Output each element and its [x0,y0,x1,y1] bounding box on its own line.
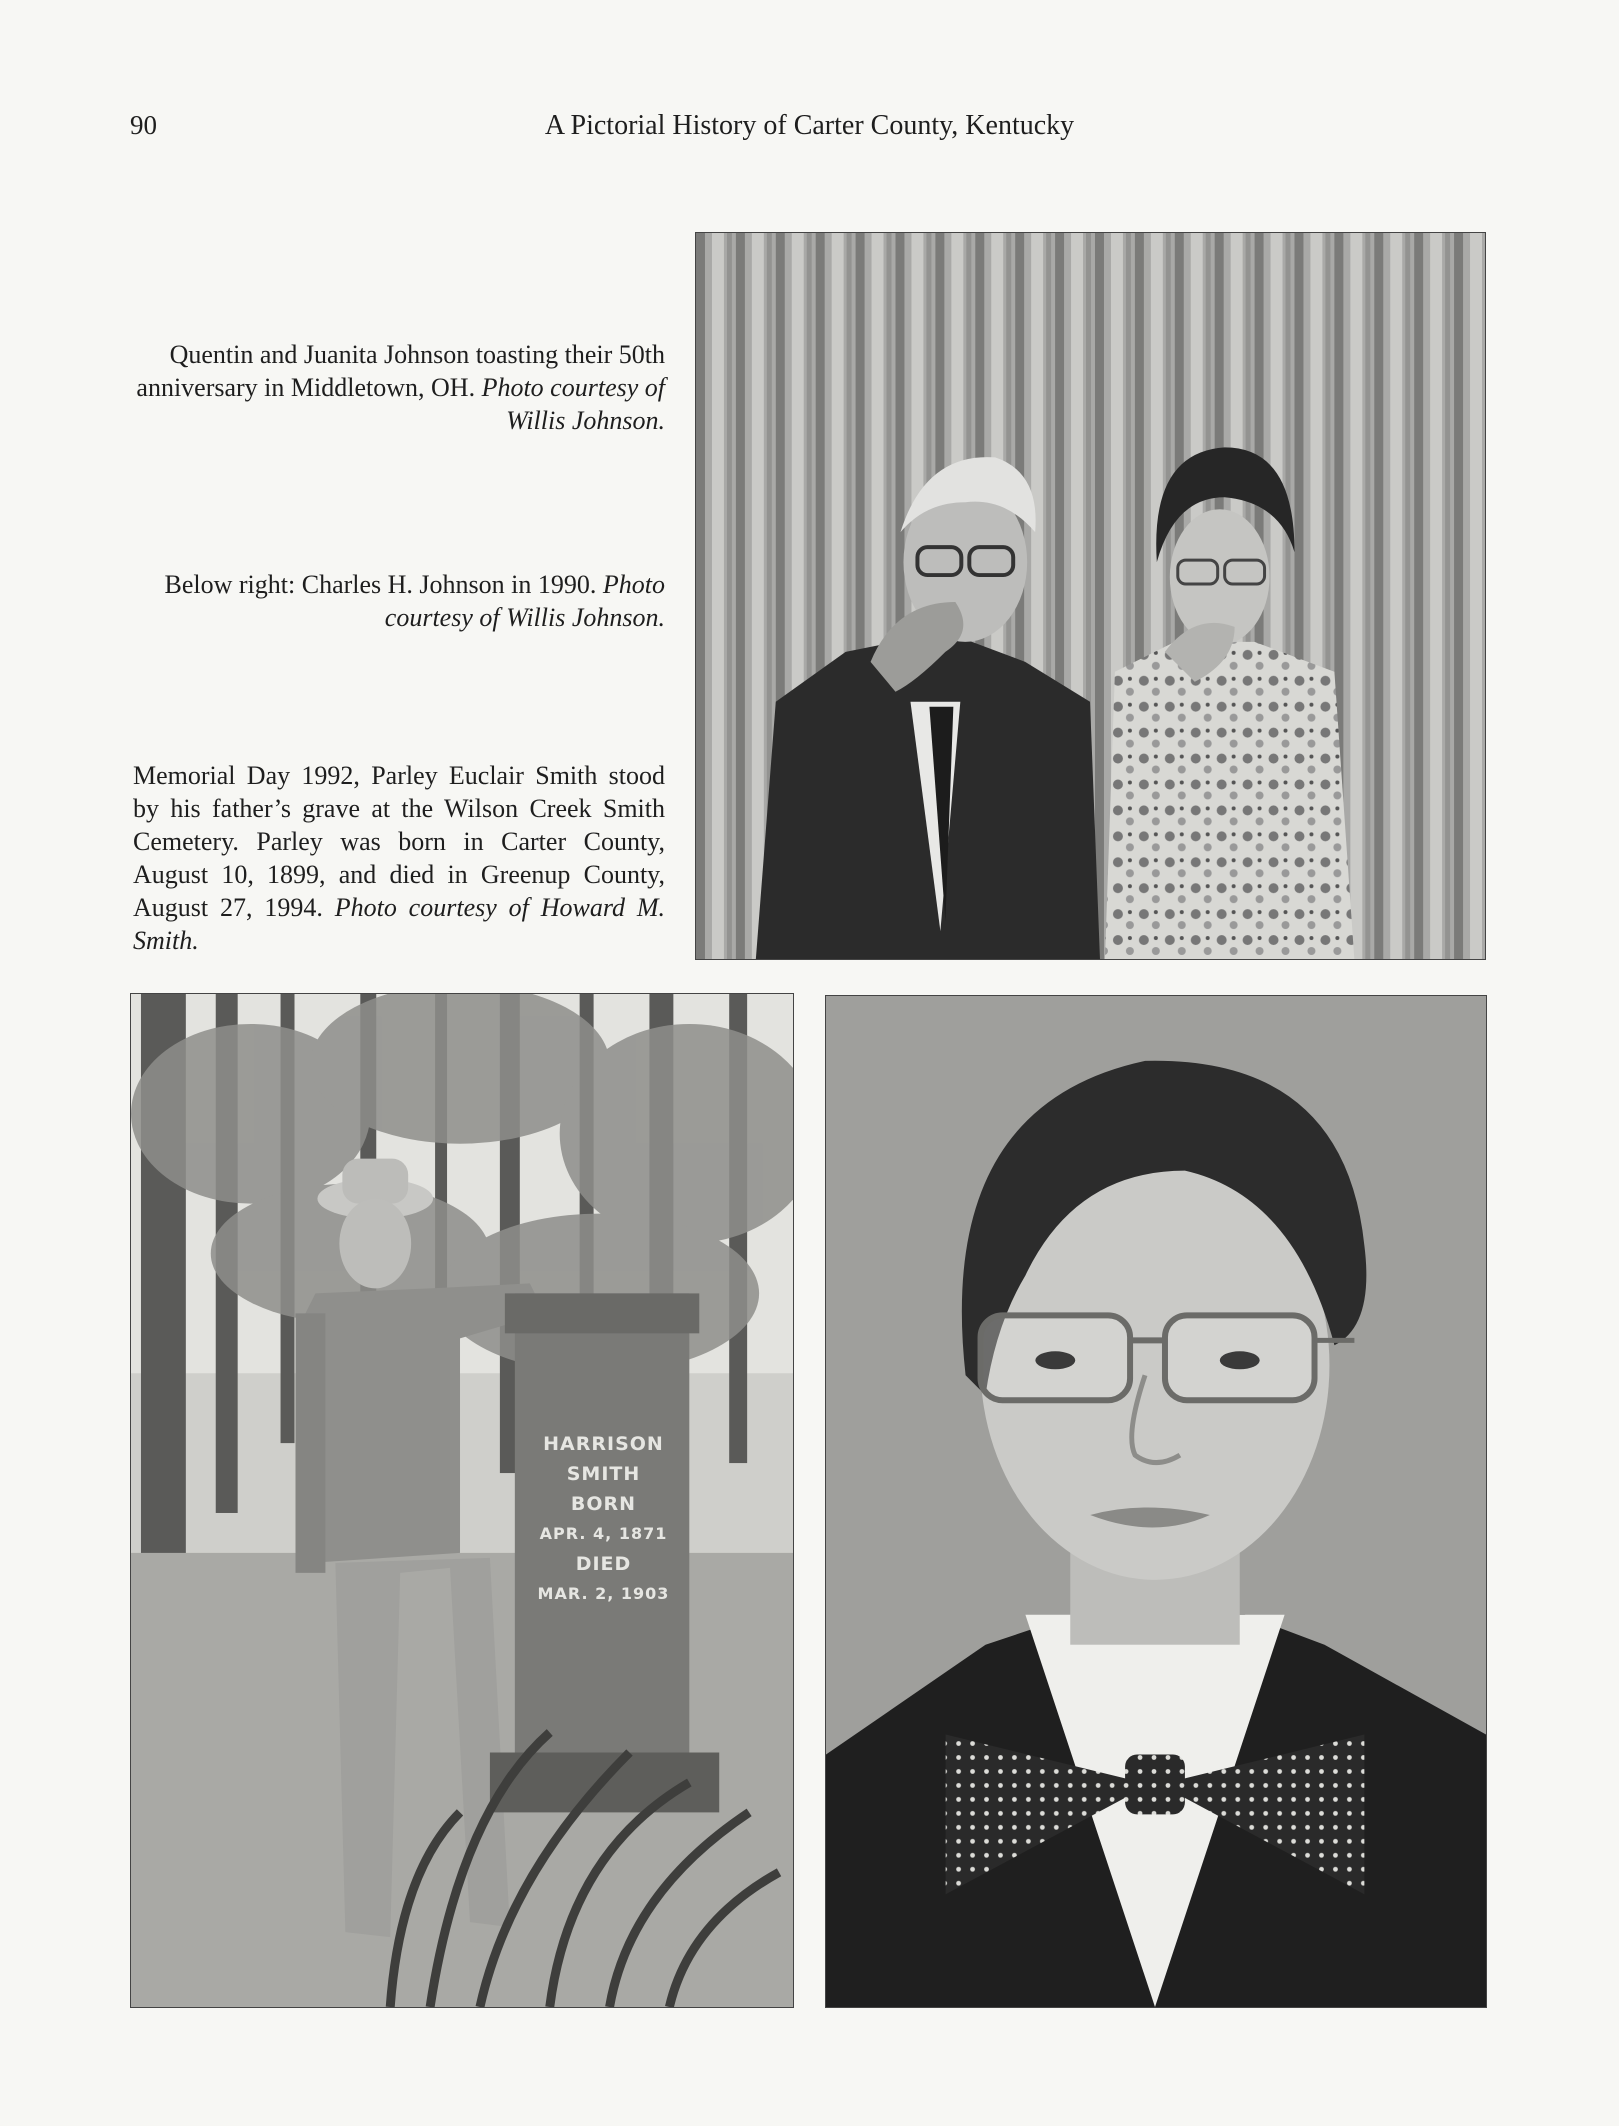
caption-anniversary [130,338,665,437]
photo-anniversary [695,232,1486,960]
caption-anniversary-credit: Photo courtesy of Willis Johnson. [481,373,665,435]
photo-portrait [825,995,1487,2008]
running-head: A Pictorial History of Carter County, Kentucky [544,110,1075,141]
caption-charles-credit: Photo courtesy of Willis Johnson. [384,570,665,632]
inscription-line-5: DIED [575,1553,632,1575]
inscription-line-1: HARRISON [543,1433,664,1455]
inscription-line-4: APR. 4, 1871 [539,1524,668,1543]
inscription-line-2: SMITH [566,1463,641,1485]
caption-memorial-credit: Photo courtesy of Howard M. Smith. [133,893,666,955]
photo-gravestone [130,993,794,2008]
gravestone-inscription [516,1429,691,1609]
caption-charles [130,568,665,634]
caption-memorial-text: Memorial Day 1992, Parley Euclair Smith stood by his father’s grave at the Wilson Creek Smith Cemetery. Parley was born in Carter County, August 10, 1899, and died in Greenup County, August 27, 1994. [133,761,665,922]
inscription-line-6: MAR. 2, 1903 [537,1584,670,1603]
inscription-line-3: BORN [570,1493,637,1515]
page-number: 90 [130,110,157,140]
caption-anniversary-text: Quentin and Juanita Johnson toasting their 50th anniversary in Middletown, OH. [136,340,665,402]
caption-charles-text: Below right: Charles H. Johnson in 1990. [164,570,597,599]
caption-memorial [133,759,665,957]
